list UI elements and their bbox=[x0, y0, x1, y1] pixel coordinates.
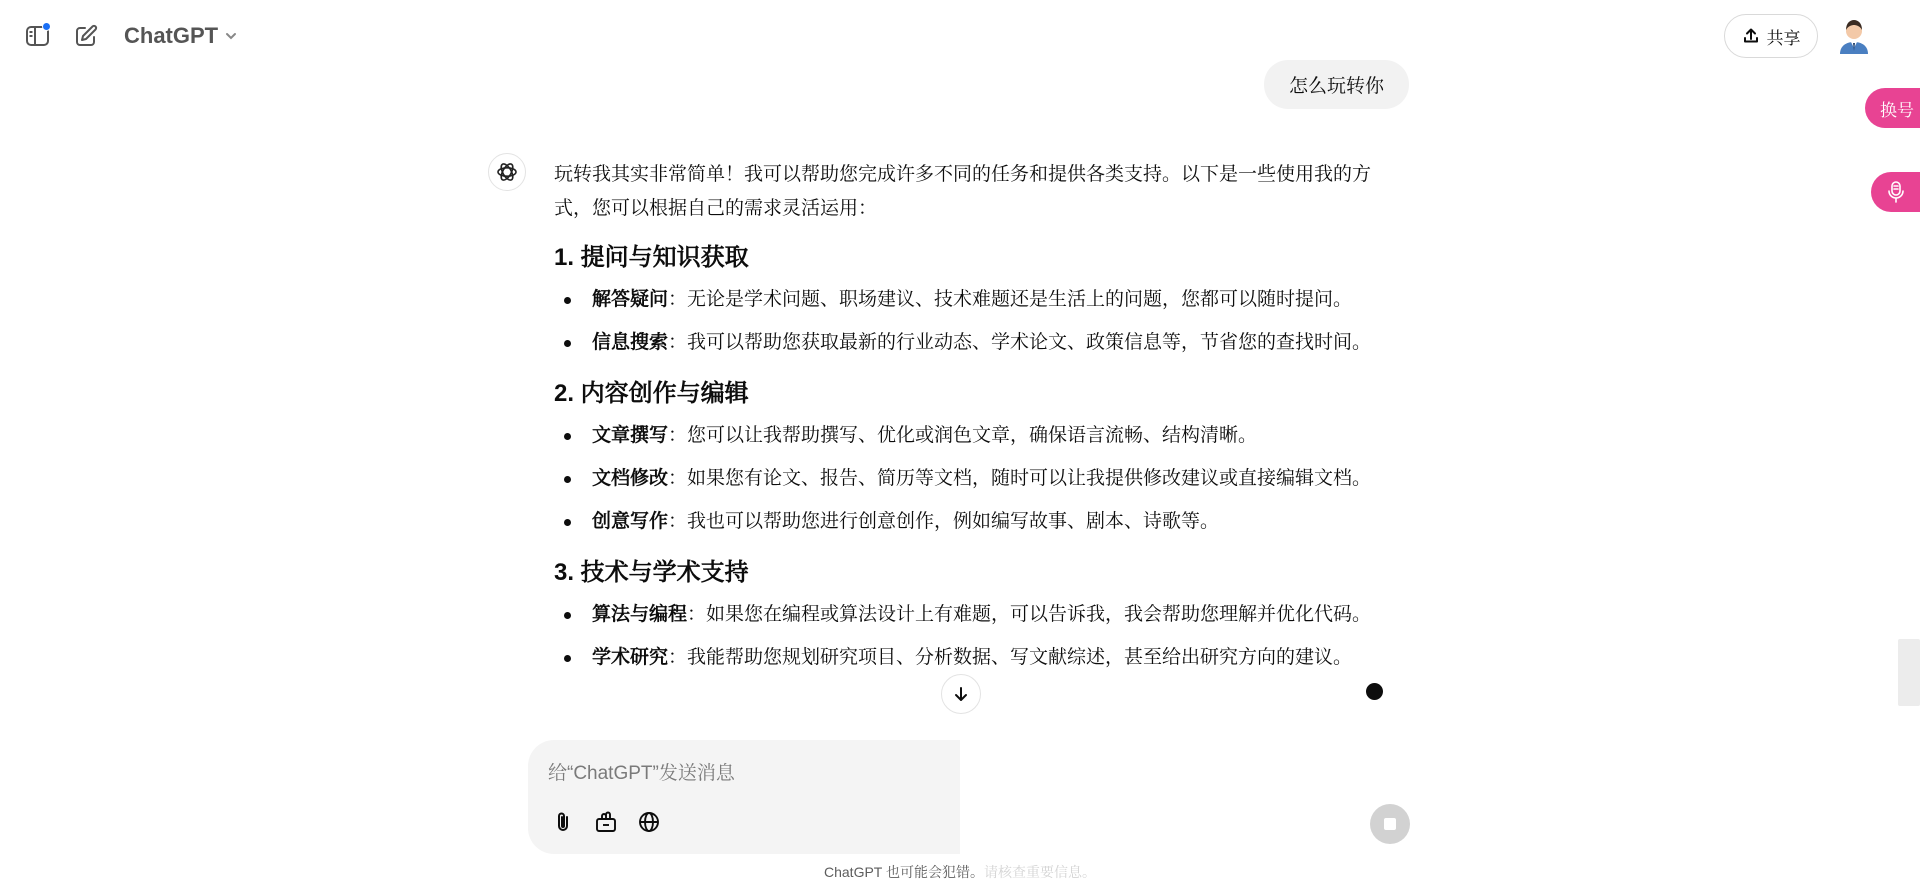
arrow-down-icon bbox=[952, 685, 970, 703]
chevron-down-icon bbox=[224, 29, 238, 43]
paperclip-icon[interactable] bbox=[548, 807, 578, 837]
disclaimer-text: ChatGPT 也可能会犯错。 bbox=[824, 864, 984, 880]
sidebar-toggle-icon[interactable] bbox=[23, 21, 53, 51]
item-label: 学术研究 bbox=[592, 647, 669, 668]
section-list bbox=[554, 419, 1394, 539]
list-item bbox=[554, 462, 1394, 496]
switch-account-button[interactable] bbox=[1865, 88, 1920, 128]
scrollbar-thumb[interactable] bbox=[1898, 639, 1920, 706]
assistant-message bbox=[554, 158, 1394, 693]
item-label: 算法与编程 bbox=[592, 604, 688, 625]
item-label: 文章撰写 bbox=[592, 425, 669, 446]
list-item bbox=[554, 326, 1394, 360]
openai-logo-icon bbox=[495, 160, 519, 184]
item-text: ：您可以让我帮助撰写、优化或润色文章，确保语言流畅、结构清晰。 bbox=[668, 425, 1258, 446]
model-selector[interactable] bbox=[124, 20, 238, 52]
model-label: ChatGPT bbox=[124, 23, 219, 48]
microphone-icon bbox=[1885, 180, 1907, 204]
voice-input-button[interactable] bbox=[1871, 172, 1920, 212]
upload-icon bbox=[1742, 27, 1760, 45]
share-button[interactable] bbox=[1724, 14, 1818, 58]
message-input[interactable] bbox=[548, 754, 968, 794]
item-text: ：我可以帮助您获取最新的行业动态、学术论文、政策信息等，节省您的查找时间。 bbox=[668, 332, 1372, 353]
stop-icon bbox=[1384, 818, 1396, 830]
item-label: 创意写作 bbox=[592, 511, 669, 532]
streaming-indicator bbox=[1366, 683, 1383, 700]
section-list bbox=[554, 283, 1394, 360]
list-item bbox=[554, 641, 1394, 675]
section-heading: 3. 技术与学术支持 bbox=[554, 559, 749, 586]
tools-icon[interactable] bbox=[591, 807, 621, 837]
item-label: 解答疑问 bbox=[592, 289, 669, 310]
list-item bbox=[554, 283, 1394, 317]
top-bar bbox=[0, 0, 1920, 70]
list-item bbox=[554, 419, 1394, 453]
user-message-text: 怎么玩转你 bbox=[1288, 76, 1384, 97]
item-text: ：无论是学术问题、职场建议、技术难题还是生活上的问题，您都可以随时提问。 bbox=[668, 289, 1353, 310]
notification-dot bbox=[42, 22, 51, 31]
disclaimer bbox=[0, 862, 1920, 882]
section-heading: 2. 内容创作与编辑 bbox=[554, 380, 749, 407]
user-message-bubble bbox=[1264, 60, 1409, 109]
assistant-avatar bbox=[488, 153, 526, 191]
list-item bbox=[554, 598, 1394, 632]
item-label: 信息搜索 bbox=[592, 332, 669, 353]
section-heading: 1. 提问与知识获取 bbox=[554, 244, 749, 271]
stop-generating-button[interactable] bbox=[1370, 804, 1410, 844]
item-text: ：我也可以帮助您进行创意创作，例如编写故事、剧本、诗歌等。 bbox=[668, 511, 1220, 532]
globe-icon[interactable] bbox=[634, 807, 664, 837]
item-text: ：如果您在编程或算法设计上有难题，可以告诉我，我会帮助您理解并优化代码。 bbox=[687, 604, 1372, 625]
user-avatar[interactable] bbox=[1837, 18, 1871, 54]
new-chat-icon[interactable] bbox=[71, 21, 101, 51]
disclaimer-faded-text: 请核查重要信息。 bbox=[984, 864, 1096, 880]
item-text: ：如果您有论文、报告、简历等文档，随时可以让我提供修改建议或直接编辑文档。 bbox=[668, 468, 1372, 489]
list-item bbox=[554, 505, 1394, 539]
answer-intro: 玩转我其实非常简单！我可以帮助您完成许多不同的任务和提供各类支持。以下是一些使用我的方式，您可以根据自己的需求灵活运用： bbox=[554, 164, 1372, 219]
item-label: 文档修改 bbox=[592, 468, 669, 489]
item-text: ：我能帮助您规划研究项目、分析数据、写文献综述，甚至给出研究方向的建议。 bbox=[668, 647, 1353, 668]
share-label: 共享 bbox=[1766, 28, 1801, 48]
switch-account-label: 换号 bbox=[1880, 100, 1914, 120]
section-list bbox=[554, 598, 1394, 675]
scroll-to-bottom-button[interactable] bbox=[941, 674, 981, 714]
